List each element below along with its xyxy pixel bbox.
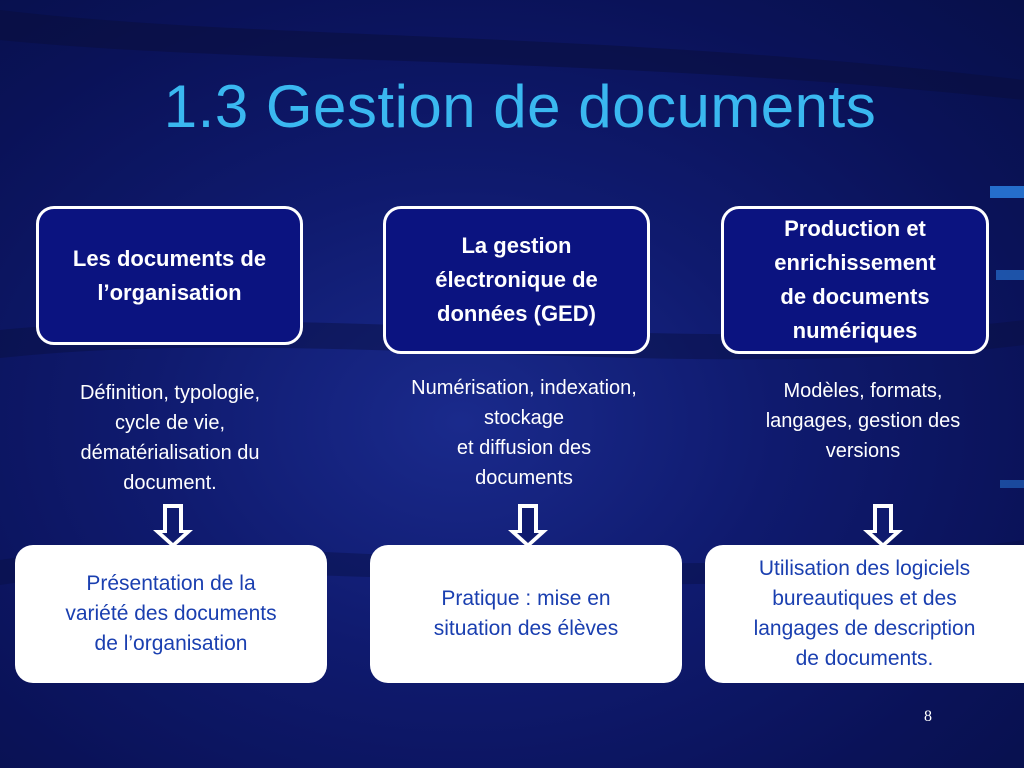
outcome-line: Pratique : mise en <box>441 587 611 610</box>
heading-box-organisation-documents <box>36 206 303 345</box>
description-line: Modèles, formats, <box>783 380 943 402</box>
description-organisation-documents <box>30 378 310 498</box>
slide-title: 1.3 Gestion de documents <box>163 73 877 140</box>
outcome-line: Utilisation des logiciels <box>758 557 971 580</box>
description-line: Numérisation, indexation, <box>411 377 637 399</box>
heading-line: données (GED) <box>437 301 596 326</box>
description-ged <box>368 373 680 493</box>
heading-box-production <box>721 206 989 354</box>
heading-line: de documents <box>780 284 930 309</box>
down-arrow-icon <box>863 504 903 548</box>
heading-line: enrichissement <box>774 250 936 275</box>
outcome-box-software <box>705 545 1024 683</box>
down-arrow-icon <box>153 504 193 548</box>
description-line: document. <box>123 472 217 494</box>
heading-line: électronique de <box>435 267 598 292</box>
outcome-line: situation des élèves <box>433 617 619 640</box>
heading-line: Production et <box>784 216 926 241</box>
description-line: et diffusion des <box>456 437 592 459</box>
heading-box-ged <box>383 206 650 354</box>
heading-line: numériques <box>792 318 918 343</box>
heading-line: Les documents de <box>72 245 267 271</box>
outcome-line: variété des documents <box>65 602 277 625</box>
outcome-box-presentation <box>15 545 327 683</box>
outcome-box-practice <box>370 545 682 683</box>
description-line: langages, gestion des <box>765 410 961 432</box>
outcome-line: bureautiques et des <box>772 587 957 610</box>
outcome-line: de documents. <box>795 647 934 670</box>
description-line: versions <box>825 440 901 462</box>
heading-line: La gestion <box>461 233 572 258</box>
description-production <box>718 376 1008 466</box>
description-line: Définition, typologie, <box>79 382 261 404</box>
outcome-line: langages de description <box>753 617 976 640</box>
page-number: 8 <box>924 708 932 725</box>
description-line: dématérialisation du <box>80 442 260 464</box>
description-line: cycle de vie, <box>114 412 226 434</box>
heading-line: l’organisation <box>97 279 242 305</box>
description-line: documents <box>475 467 573 489</box>
down-arrow-icon <box>508 504 548 548</box>
outcome-line: Présentation de la <box>86 572 256 595</box>
outcome-line: de l’organisation <box>94 632 248 655</box>
description-line: stockage <box>483 407 565 429</box>
